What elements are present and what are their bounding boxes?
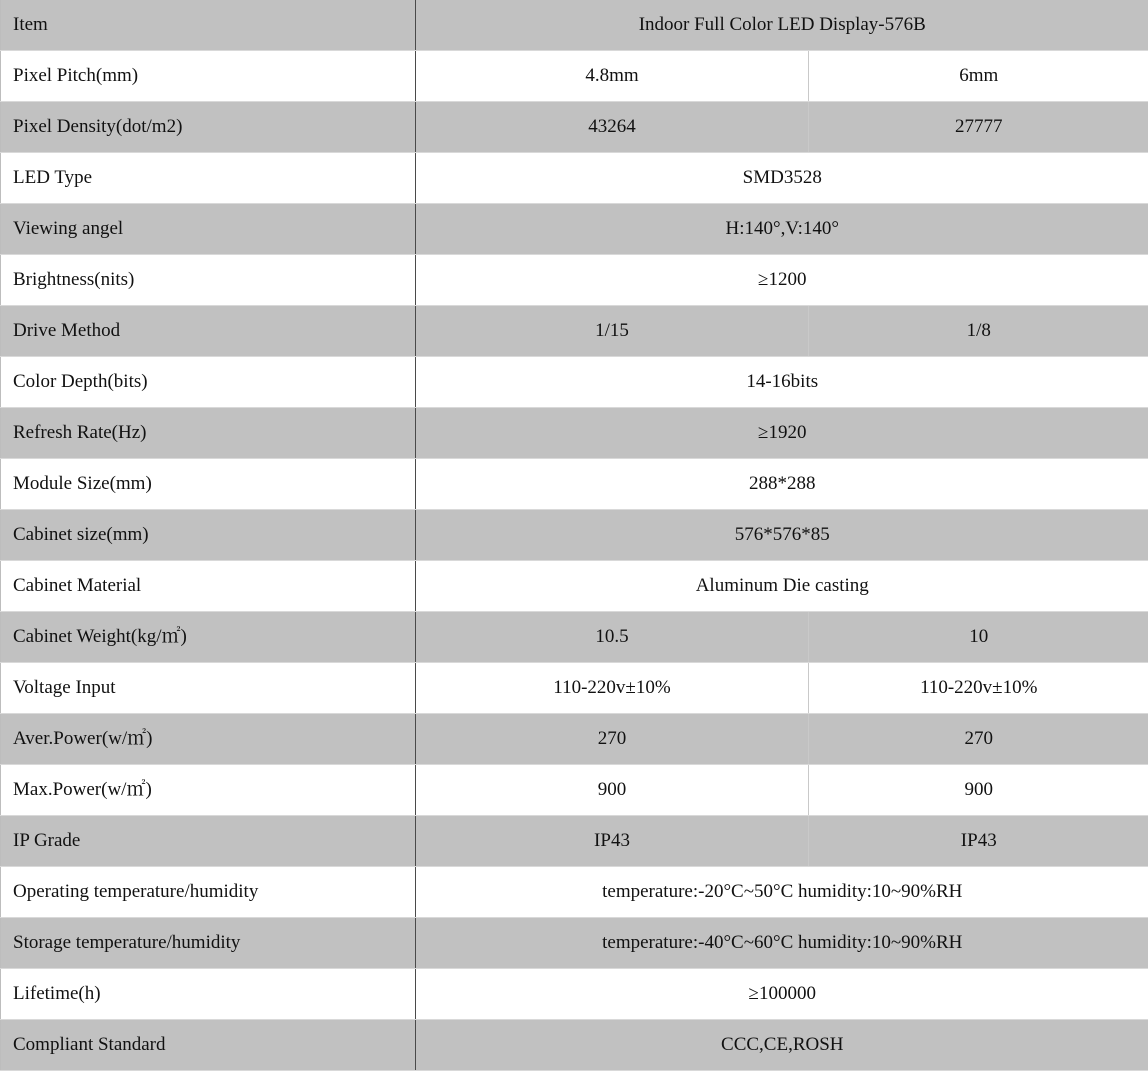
table-row-operating-temperature	[1, 867, 1148, 918]
table-row-aver-power	[1, 714, 1148, 765]
row-value: H:140°,V:140°	[416, 204, 1148, 255]
row-label: Lifetime(h)	[1, 969, 416, 1020]
row-label: Aver.Power(w/㎡)	[1, 714, 416, 765]
row-value-1: 270	[416, 714, 809, 765]
table-row-storage-temperature	[1, 918, 1148, 969]
row-value-1: IP43	[416, 816, 809, 867]
row-value: ≥1920	[416, 408, 1148, 459]
table-row-cabinet-material	[1, 561, 1148, 612]
row-value-1: 110-220v±10%	[416, 663, 809, 714]
row-label: Cabinet Weight(kg/㎡)	[1, 612, 416, 663]
row-value: SMD3528	[416, 153, 1148, 204]
row-value-1: 1/15	[416, 306, 809, 357]
row-value: Aluminum Die casting	[416, 561, 1148, 612]
row-value-2: 900	[809, 765, 1148, 816]
row-value: temperature:-20°C~50°C humidity:10~90%RH	[416, 867, 1148, 918]
spec-table-body	[1, 0, 1148, 1071]
row-label: Color Depth(bits)	[1, 357, 416, 408]
row-label: Max.Power(w/㎡)	[1, 765, 416, 816]
table-row-max-power	[1, 765, 1148, 816]
row-label: Pixel Density(dot/m2)	[1, 102, 416, 153]
row-label: Voltage Input	[1, 663, 416, 714]
table-row-pixel-pitch	[1, 51, 1148, 102]
row-value-1: 43264	[416, 102, 809, 153]
row-value: ≥100000	[416, 969, 1148, 1020]
table-row-viewing-angle	[1, 204, 1148, 255]
row-label: Module Size(mm)	[1, 459, 416, 510]
row-value-2: 1/8	[809, 306, 1148, 357]
table-row-module-size	[1, 459, 1148, 510]
row-label: Refresh Rate(Hz)	[1, 408, 416, 459]
row-value-2: 6mm	[809, 51, 1148, 102]
table-row-color-depth	[1, 357, 1148, 408]
table-row-led-type	[1, 153, 1148, 204]
row-label: Storage temperature/humidity	[1, 918, 416, 969]
row-value-2: 10	[809, 612, 1148, 663]
row-value: CCC,CE,ROSH	[416, 1020, 1148, 1071]
row-label: Cabinet size(mm)	[1, 510, 416, 561]
row-label: LED Type	[1, 153, 416, 204]
row-value: 576*576*85	[416, 510, 1148, 561]
table-row-ip-grade	[1, 816, 1148, 867]
row-value-1: 4.8mm	[416, 51, 809, 102]
row-value-1: 900	[416, 765, 809, 816]
table-row-lifetime	[1, 969, 1148, 1020]
row-value: 14-16bits	[416, 357, 1148, 408]
row-value: ≥1200	[416, 255, 1148, 306]
row-label: Viewing angel	[1, 204, 416, 255]
row-label: Operating temperature/humidity	[1, 867, 416, 918]
table-row-item	[1, 0, 1148, 51]
row-value-2: IP43	[809, 816, 1148, 867]
table-row-cabinet-weight	[1, 612, 1148, 663]
row-value-1: 10.5	[416, 612, 809, 663]
row-value: 288*288	[416, 459, 1148, 510]
table-row-pixel-density	[1, 102, 1148, 153]
row-value: Indoor Full Color LED Display-576B	[416, 0, 1148, 51]
table-row-refresh-rate	[1, 408, 1148, 459]
row-label: Item	[1, 0, 416, 51]
row-label: Brightness(nits)	[1, 255, 416, 306]
table-row-drive-method	[1, 306, 1148, 357]
table-row-voltage-input	[1, 663, 1148, 714]
row-label: Cabinet Material	[1, 561, 416, 612]
table-row-compliant-standard	[1, 1020, 1148, 1071]
row-label: Compliant Standard	[1, 1020, 416, 1071]
row-label: IP Grade	[1, 816, 416, 867]
table-row-brightness	[1, 255, 1148, 306]
row-value-2: 110-220v±10%	[809, 663, 1148, 714]
table-row-cabinet-size	[1, 510, 1148, 561]
row-value: temperature:-40°C~60°C humidity:10~90%RH	[416, 918, 1148, 969]
row-label: Drive Method	[1, 306, 416, 357]
row-value-2: 27777	[809, 102, 1148, 153]
row-value-2: 270	[809, 714, 1148, 765]
row-label: Pixel Pitch(mm)	[1, 51, 416, 102]
